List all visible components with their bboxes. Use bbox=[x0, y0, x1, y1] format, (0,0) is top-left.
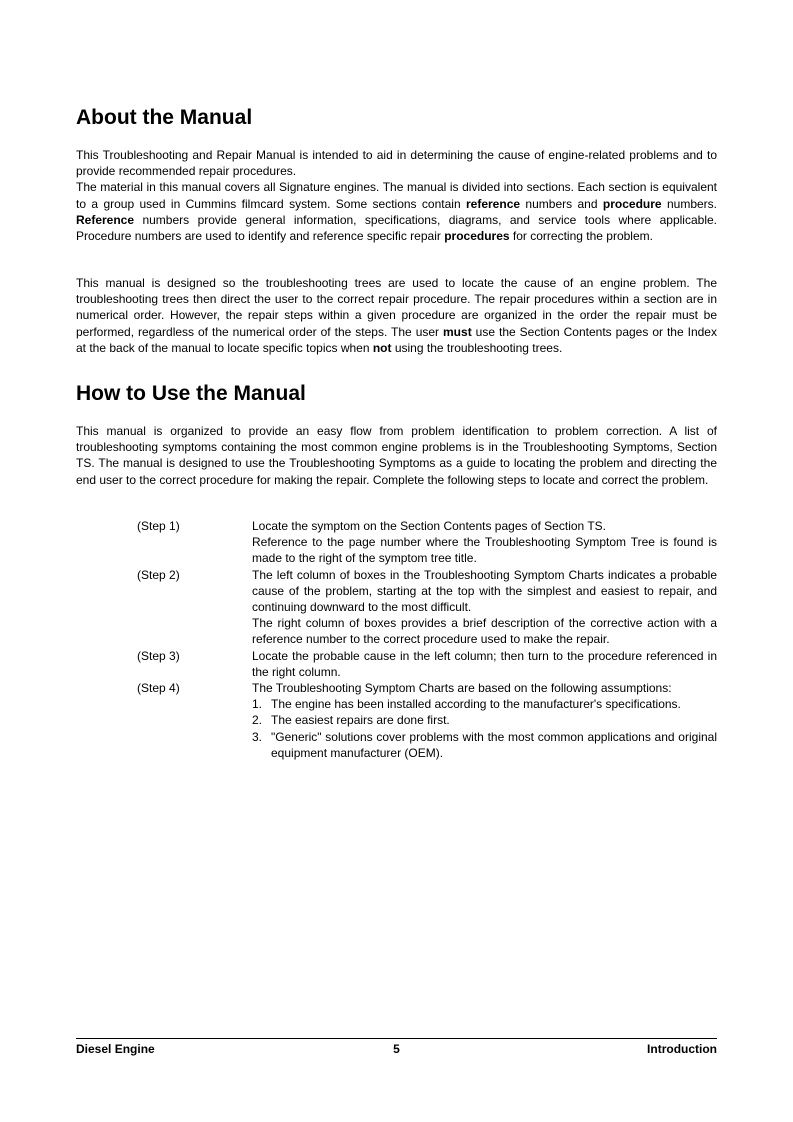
footer-divider bbox=[76, 1038, 717, 1039]
assumption-item bbox=[252, 729, 717, 761]
step-text: The Troubleshooting Symptom Charts are based on the following assumptions: bbox=[252, 681, 672, 696]
assumption-number: 1. bbox=[252, 697, 263, 712]
step-label: (Step 2) bbox=[137, 567, 180, 582]
steps-list bbox=[76, 518, 717, 761]
step-text: Locate the probable cause in the left column; then turn to the procedure referenced in the right column. bbox=[252, 648, 717, 679]
assumption-text: The easiest repairs are done first. bbox=[271, 713, 450, 728]
step-label: (Step 4) bbox=[137, 681, 180, 696]
step-text: Locate the symptom on the Section Contents pages of Section TS. bbox=[252, 519, 606, 533]
step-4 bbox=[76, 680, 717, 761]
step-text: Reference to the page number where the Troubleshooting Symptom Tree is found is made to the right of the symptom tree title. bbox=[252, 535, 717, 566]
about-intro-text: This Troubleshooting and Repair Manual is intended to aid in determining the cause of engine-related problems and to provide recommended repair procedures. bbox=[76, 148, 717, 179]
howto-intro-paragraph: This manual is organized to provide an easy flow from problem identification to problem correction. A list of troubleshooting symptoms containing the most common engine problems is in the Troubleshooting Symptoms, Section TS. The manual is designed to use the Troubleshooting Symptoms as a guide to locating the problem and directing the end user to the correct procedure for making the repair. Complete the following steps to locate and correct the problem. bbox=[76, 424, 717, 487]
step-body bbox=[252, 648, 717, 680]
keyword-procedure: procedure bbox=[602, 196, 662, 211]
step-text: The right column of boxes provides a brief description of the corrective action with a reference number to the correct procedure used to make the repair. bbox=[252, 616, 717, 647]
step-body bbox=[252, 680, 717, 761]
about-heading: About the Manual bbox=[76, 106, 253, 129]
about-paragraph-1: This Troubleshooting and Repair Manual is intended to aid in determining the cause of engine-related problems and to provide recommended repair procedures. The material in this manual covers all Signature engines. The manual is divided into sections. Each section is equivalent to a group used in Cummins filmcard system. Some sections contain reference numbers and procedure numbers. Reference numbers provide general information, specifications, diagrams, and service tools where applicable. Procedure numbers are used to identify and reference specific repair procedures for correcting the problem. bbox=[76, 148, 717, 244]
step-3 bbox=[76, 648, 717, 680]
howto-heading: How to Use the Manual bbox=[76, 382, 306, 405]
page-number: 5 bbox=[393, 1042, 400, 1056]
step-2 bbox=[76, 567, 717, 648]
assumption-number: 2. bbox=[252, 713, 263, 728]
step-text: The left column of boxes in the Troubleshooting Symptom Charts indicates a probable cause of the problem, starting at the top with the simplest and easiest to repair, and continuing downward to the most difficult. bbox=[252, 567, 717, 615]
assumption-text: "Generic" solutions cover problems with the most common applications and original equipment manufacturer (OEM). bbox=[271, 729, 717, 760]
assumption-number: 3. bbox=[252, 729, 263, 744]
keyword-must: must bbox=[443, 324, 472, 339]
keyword-reference: reference bbox=[466, 196, 521, 211]
footer-left: Diesel Engine bbox=[76, 1042, 155, 1056]
step-label: (Step 1) bbox=[137, 519, 180, 533]
step-body bbox=[252, 518, 717, 567]
footer-right: Introduction bbox=[647, 1042, 718, 1056]
page-footer bbox=[76, 1041, 717, 1057]
step-1 bbox=[76, 518, 717, 567]
assumption-item bbox=[252, 696, 717, 712]
step-label: (Step 3) bbox=[137, 648, 180, 663]
keyword-reference-cap: Reference bbox=[76, 212, 135, 227]
keyword-procedures: procedures bbox=[444, 229, 510, 244]
keyword-not: not bbox=[372, 340, 392, 355]
step-body bbox=[252, 567, 717, 648]
about-paragraph-2: This manual is designed so the troubleshooting trees are used to locate the cause of an engine problem. The troubleshooting trees then direct the user to the correct repair procedure. The repair procedures within a section are in numerical order. However, the repair steps within a given procedure are organized in the order the repair must be performed, regardless of the numerical order of the steps. The user must use the Section Contents pages or the Index at the back of the manual to locate specific topics when not using the troubleshooting trees. bbox=[76, 276, 717, 355]
assumption-item bbox=[252, 712, 717, 728]
assumption-text: The engine has been installed according to the manufacturer's specifications. bbox=[271, 697, 681, 712]
